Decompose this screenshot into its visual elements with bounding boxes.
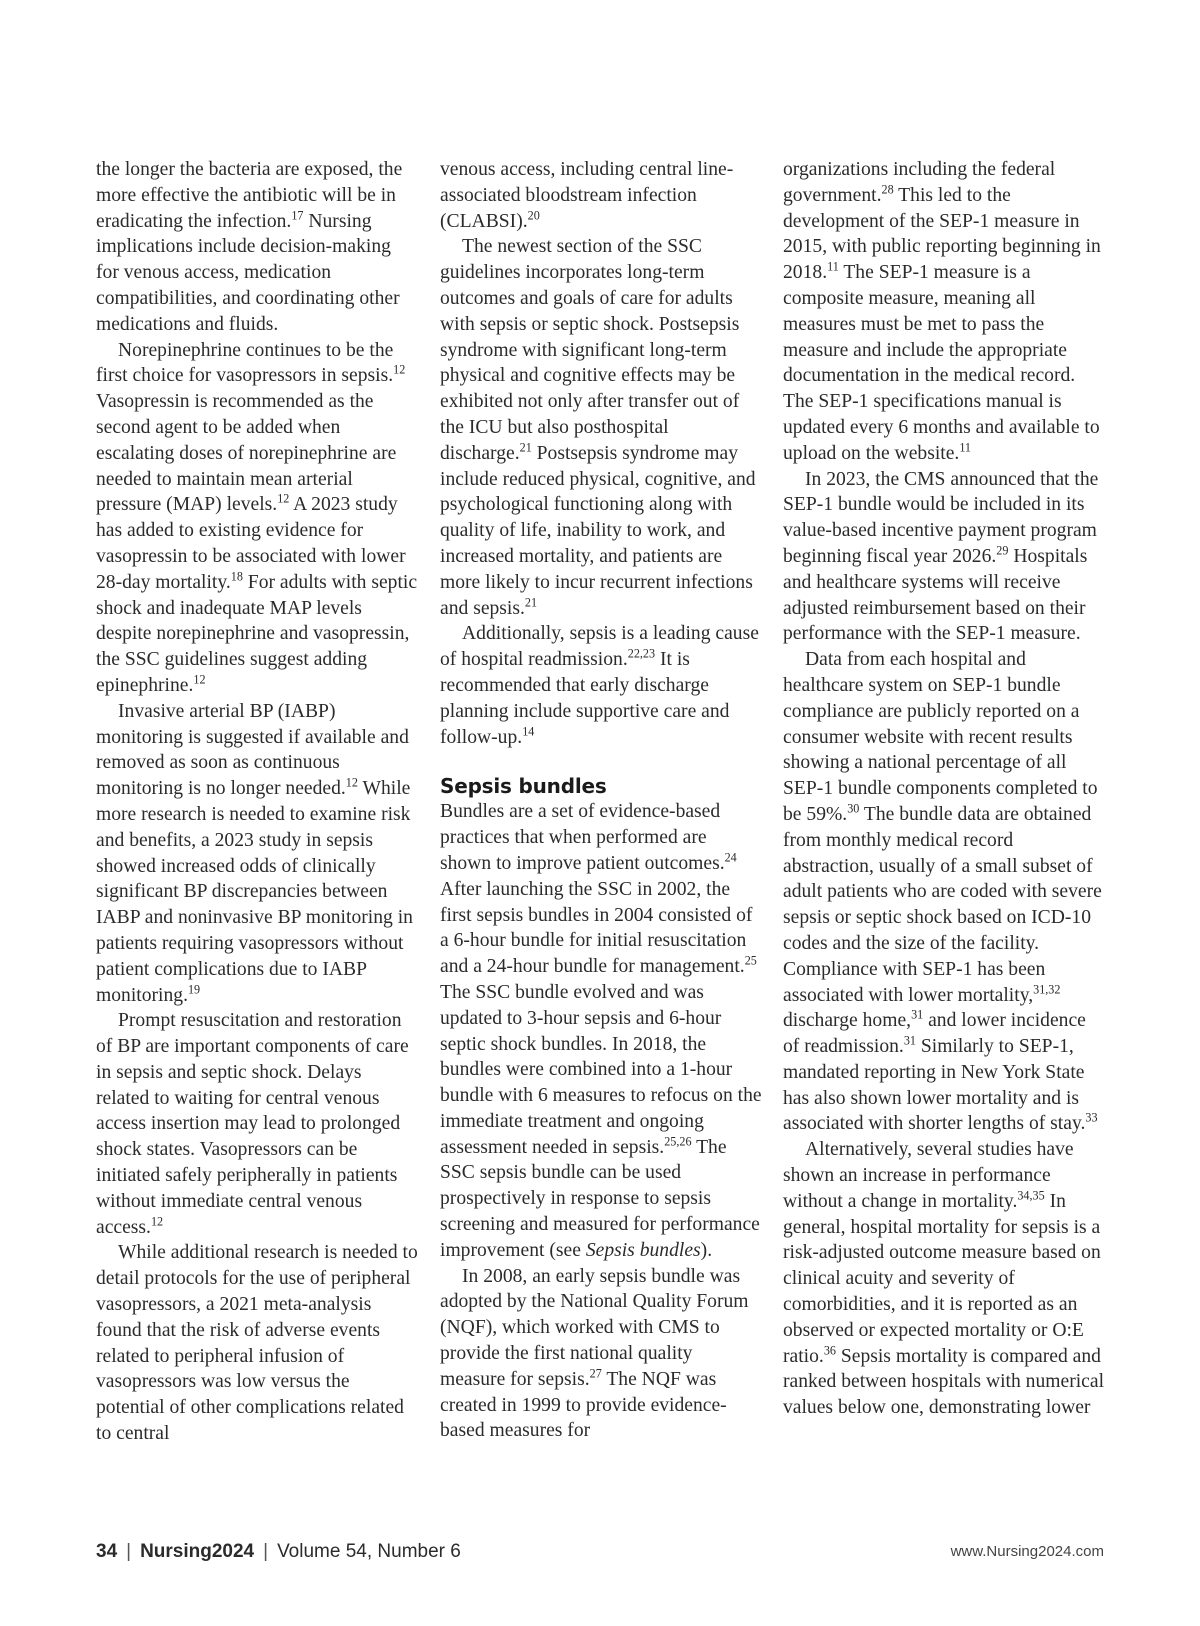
section-heading: Sepsis bundles bbox=[440, 774, 607, 799]
citation: 19 bbox=[187, 981, 201, 996]
citation: 24 bbox=[724, 850, 737, 865]
citation: 28 bbox=[881, 182, 894, 197]
citation: 12 bbox=[277, 491, 290, 506]
figure-reference: Sepsis bundles bbox=[585, 1239, 701, 1261]
text-column-1 bbox=[96, 157, 418, 1447]
citation: 25 bbox=[744, 953, 757, 968]
website-url[interactable]: www.Nursing2024.com bbox=[950, 1543, 1104, 1560]
citation: 12 bbox=[150, 1214, 164, 1229]
citation: 31 bbox=[911, 1007, 924, 1022]
citation: 27 bbox=[589, 1366, 602, 1381]
paragraph: Invasive arterial BP (IABP) monitoring is suggested if available and removed as soon as continuous monitoring is no longer needed.$^{12}$ While more research is needed to examine risk and benefits, a 2023 study in sepsis showed increased odds of clinically significant BP discrepancies between IABP and noninvasive BP monitoring in patients requiring vasopressors without patient complications due to IABP monitoring.$^{19}$ bbox=[96, 700, 413, 1006]
citation: 21 bbox=[524, 595, 538, 610]
footer-separator: | bbox=[126, 1541, 132, 1562]
paragraph: In 2023, the CMS announced that the SEP-1 bundle would be included in its value-based incentive payment program beginning fiscal year 2026.29 Hospitals and healthcare systems will receive adjusted reimbursement based on their performance with the SEP-1 measure. bbox=[783, 468, 1099, 645]
citation: 25,26 bbox=[664, 1134, 692, 1149]
citation: 34,35 bbox=[1017, 1188, 1045, 1203]
page-number: 34 bbox=[96, 1541, 118, 1562]
page-footer bbox=[96, 1541, 1104, 1565]
text-column-3 bbox=[783, 157, 1105, 1421]
paragraph: While additional research is needed to detail protocols for the use of peripheral vasopressors, a 2021 meta-analysis found that the risk of adverse events related to peripheral infusion of vasopressors was low versus the potential of other complications related to central bbox=[96, 1242, 418, 1445]
citation: 20 bbox=[527, 208, 540, 223]
paragraph: organizations including the federal government.$^{28}$ This led to the development of the SEP-1 measure in 2015, with public reporting beginning in 2018.11 The SEP-1 measure is a composite measure, meaning all measures must be met to pass the measure and include the appropriate documentation in the medical record. The SEP-1 specifications manual is updated every 6 months and available to upload on the website.$^{11}$ bbox=[783, 159, 1101, 464]
citation: 31,32 bbox=[1033, 981, 1061, 996]
paragraph: venous access, including central line-associated bloodstream infection (CLABSI).$^{20}$ bbox=[440, 159, 734, 232]
paragraph: Prompt resuscitation and restoration of BP are important components of care in sepsis and septic shock. Delays related to waiting for central venous access insertion may lead to prolonged shock states. Vasopressors can be initiated safely peripherally in patients without immediate central venous access.$^{12}$ bbox=[96, 1010, 409, 1238]
citation: 36 bbox=[823, 1343, 836, 1358]
magazine-name: Nursing2024 bbox=[140, 1541, 255, 1562]
issue-info: Volume 54, Number 6 bbox=[277, 1541, 461, 1562]
citation: 11 bbox=[827, 259, 839, 274]
citation: 21 bbox=[519, 440, 532, 455]
paragraph: Alternatively, several studies have shown an increase in performance without a change in mortality.$^{34,35}$ In general, hospital mortality for sepsis is a risk-adjusted outcome measure based on clinical acuity and severity of comorbidities, and it is reported as an observed or expected mortality or O:E ratio.$^{36}$ Sepsis mortality is compared and ranked between hospitals with numerical values below one, demonstrating lower bbox=[783, 1139, 1105, 1419]
citation: 31 bbox=[903, 1033, 916, 1048]
text-column-2 bbox=[440, 157, 762, 1444]
citation: 33 bbox=[1085, 1110, 1098, 1125]
paragraph: Data from each hospital and healthcare system on SEP-1 bundle compliance are publicly reported on a consumer website with recent results showing a national percentage of all SEP-1 bundle components completed to be 59%.$^{30}$ The bundle data are obtained from monthly medical record abstraction, usually of a small subset of adult patients who are coded with severe sepsis or septic shock based on ICD-10 codes and the size of the facility. Compliance with SEP-1 has been associated with lower mortality,$^{31,32}$ discharge home,$^{31}$ and lower incidence of readmission.$^{31}$ Similarly to SEP-1, mandated reporting in New York State has also shown lower mortality and is associated with shorter lengths of stay.$^{33}$ bbox=[783, 649, 1102, 1135]
citation: 22,23 bbox=[627, 646, 656, 661]
paragraph: the longer the bacteria are exposed, the more effective the antibiotic will be in eradicating the infection.$^{17}$ Nursing implications include decision-making for venous access, medication compatibilities, and coordinating other medications and fluids. bbox=[96, 159, 403, 335]
paragraph: Bundles are a set of evidence-based practices that when performed are shown to improve patient outcomes.$^{24}$ After launching the SSC in 2002, the first sepsis bundles in 2004 consisted of a 6-hour bundle for initial resuscitation and a 24-hour bundle for management.$^{25}$ The SSC bundle evolved and was updated to 3-hour sepsis and 6-hour septic shock bundles. In 2018, the bundles were combined into a 1-hour bundle with 6 measures to refocus on the immediate treatment and ongoing assessment needed in sepsis.$^{25,26}$ The SSC sepsis bundle can be used prospectively in response to sepsis screening and measured for performance improvement (see Sepsis bundles). bbox=[440, 801, 762, 1261]
paragraph: In 2008, an early sepsis bundle was adopted by the National Quality Forum (NQF), which worked with CMS to provide the first national quality measure for sepsis.$^{27}$ The NQF was created in 1999 to provide evidence-based measures for bbox=[440, 1265, 749, 1442]
citation: 12 bbox=[193, 672, 206, 687]
paragraph: The newest section of the SSC guidelines incorporates long-term outcomes and goals of care for adults with sepsis or septic shock. Postsepsis syndrome with significant long-term physical and cognitive effects may be exhibited not only after transfer out of the ICU but also posthospital discharge.$^{21}$ Postsepsis syndrome may include reduced physical, cognitive, and psychological functioning along with quality of life, inability to work, and increased mortality, and patients are more likely to incur recurrent infections and sepsis.$^{21}$ bbox=[440, 236, 756, 619]
citation: 30 bbox=[847, 801, 860, 816]
paragraph: Additionally, sepsis is a leading cause of hospital readmission.$^{22,23}$ It is recommended that early discharge planning include supportive care and follow-up.$^{14}$ bbox=[440, 623, 759, 748]
citation: 11 bbox=[959, 440, 972, 455]
citation: 14 bbox=[522, 724, 535, 738]
footer-left bbox=[96, 1541, 461, 1563]
citation: 12 bbox=[393, 362, 406, 377]
citation: 12 bbox=[345, 775, 358, 790]
citation: 17 bbox=[291, 208, 304, 223]
footer-separator: | bbox=[263, 1541, 269, 1562]
paragraph: Norepinephrine continues to be the first choice for vasopressors in sepsis.$^{12}$ Vasopressin is recommended as the second agent to be added when escalating doses of norepinephrine are needed to maintain mean arterial pressure (MAP) levels.$^{12}$ A 2023 study has added to existing evidence for vasopressin to be associated with lower 28-day mortality.$^{18}$ For adults with septic shock and inadequate MAP levels despite norepinephrine and vasopressin, the SSC guidelines suggest adding epinephrine.$^{12}$ bbox=[96, 339, 418, 696]
citation: 29 bbox=[996, 543, 1009, 558]
citation: 18 bbox=[230, 569, 243, 584]
